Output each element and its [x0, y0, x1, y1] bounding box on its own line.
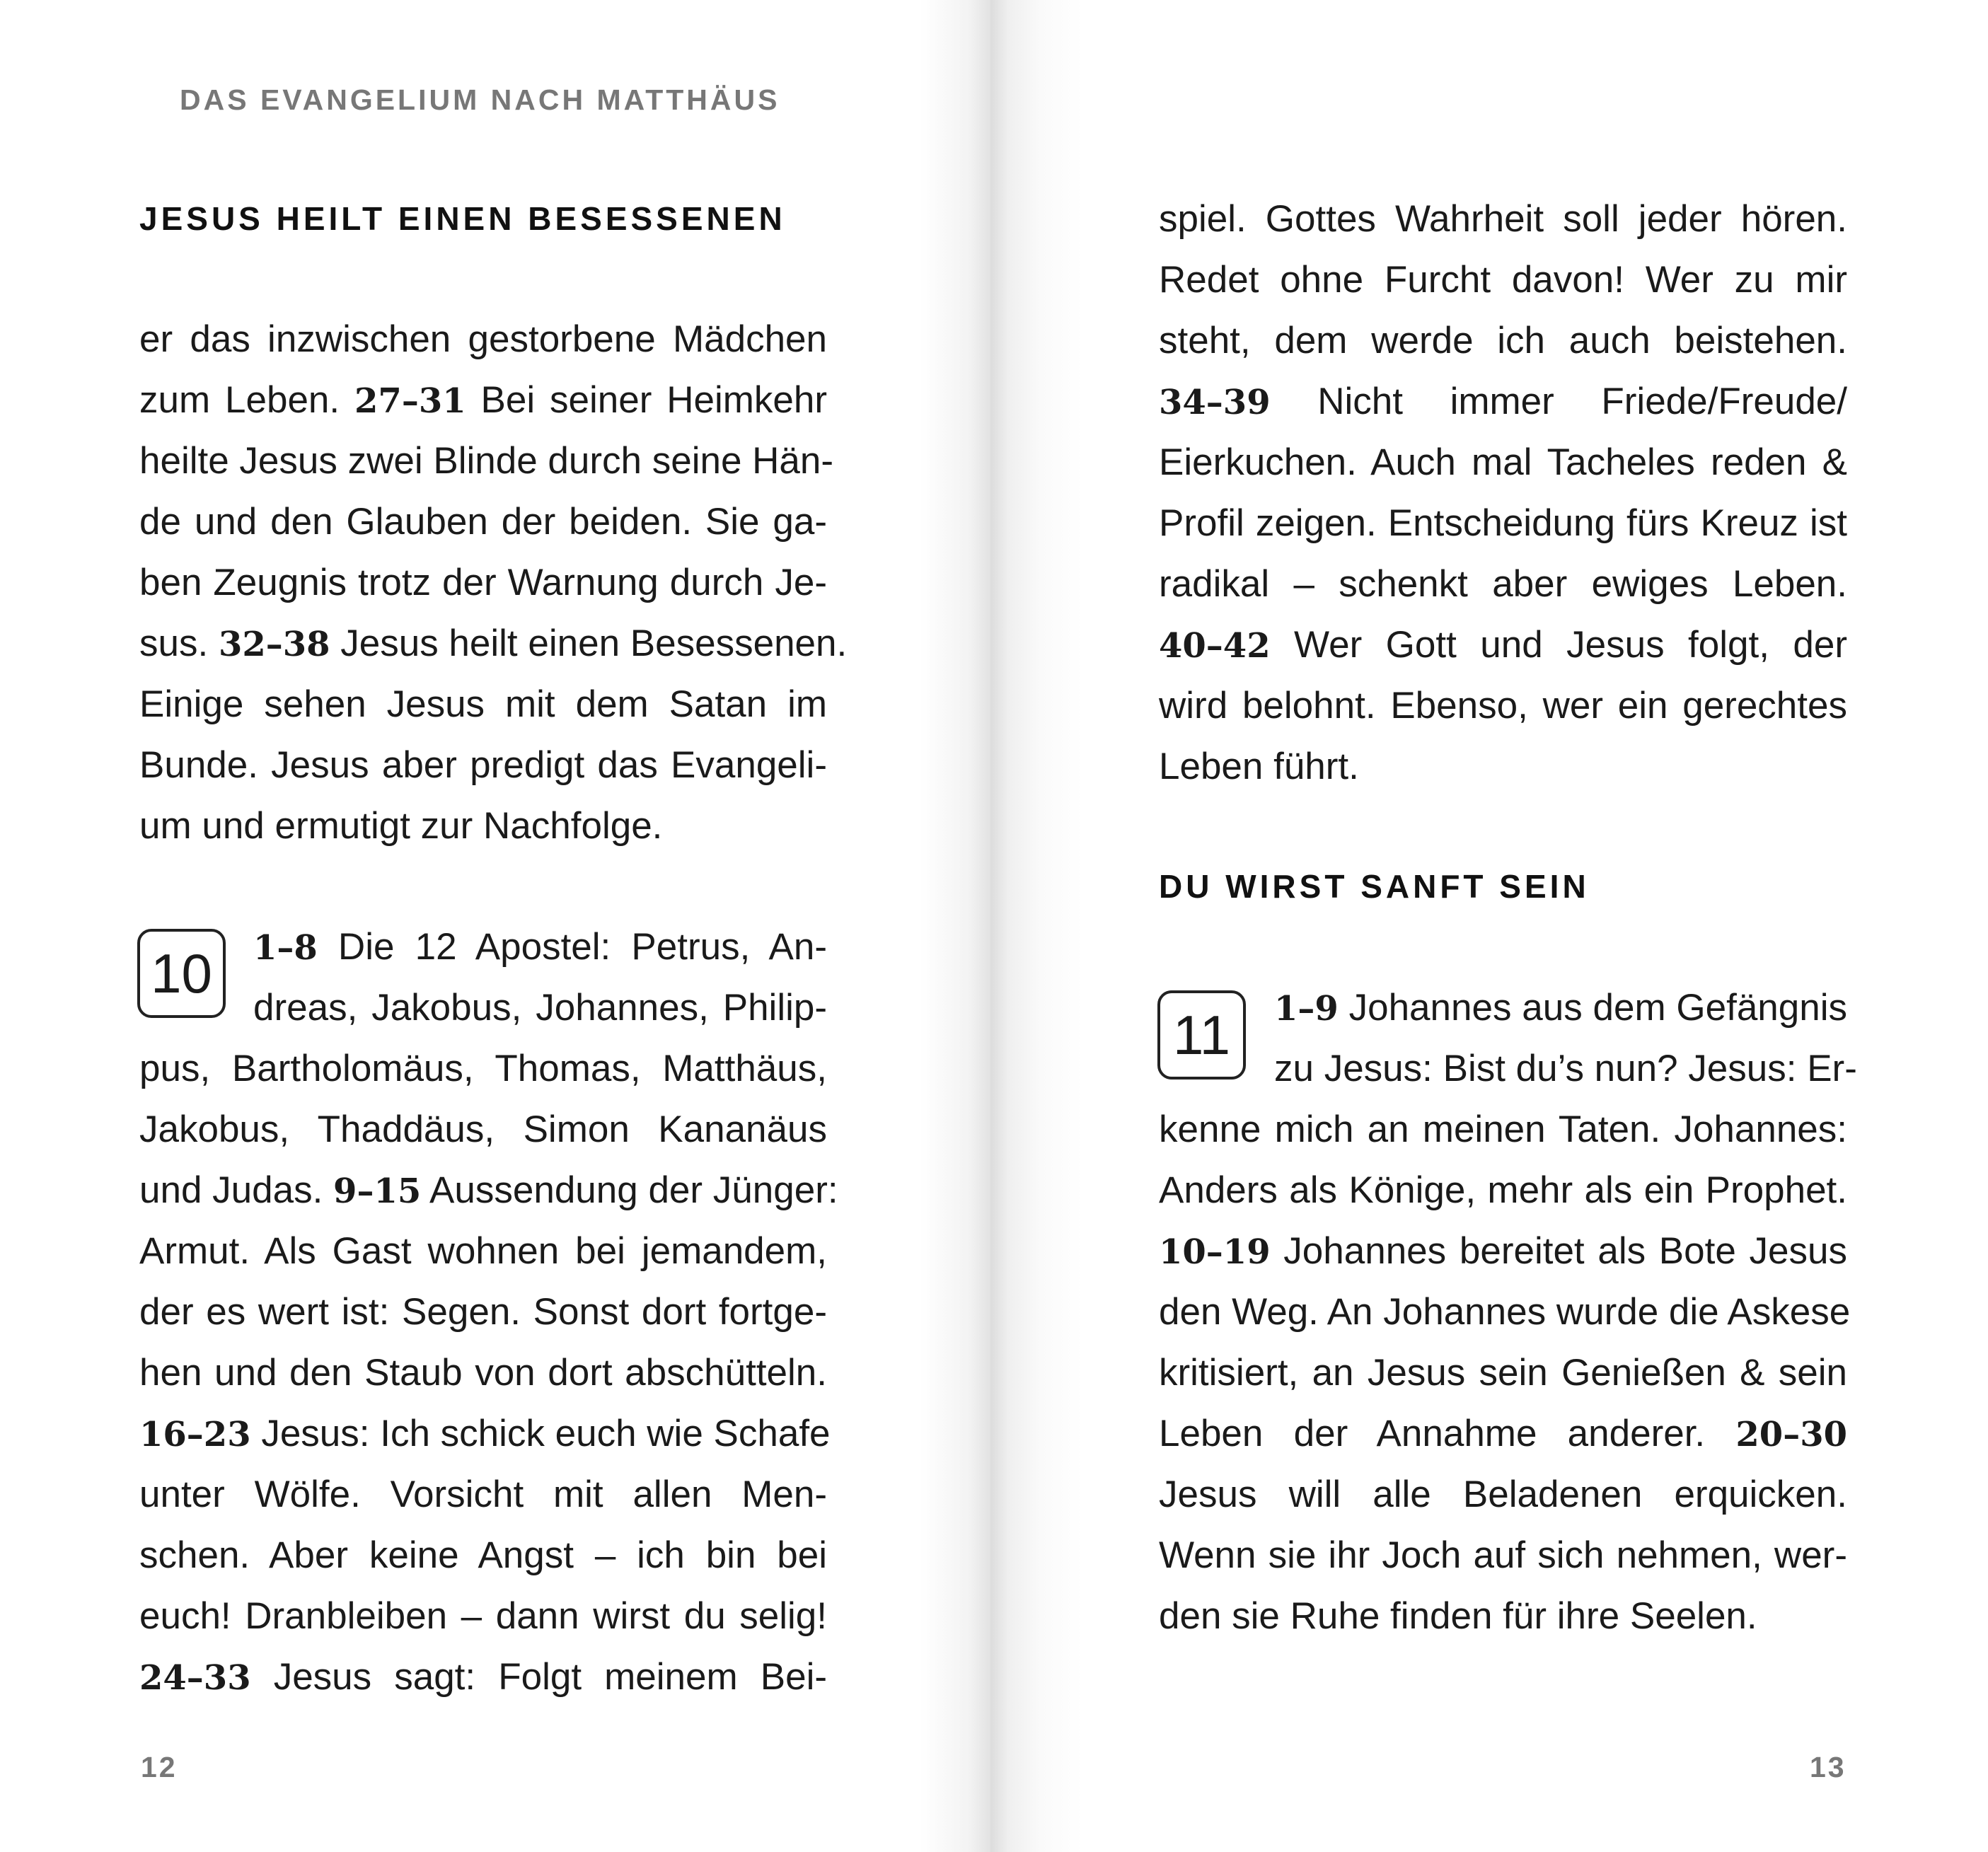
text: zum Leben. — [139, 379, 355, 421]
text: Leben der Annahme anderer. — [1159, 1413, 1736, 1454]
text-line — [1274, 978, 1847, 1038]
text: radikal – schenkt aber ewiges Leben. — [1159, 563, 1847, 605]
paragraph — [139, 309, 848, 857]
text: Aussendung der Jünger: — [421, 1169, 838, 1211]
text: Jesus sagt: Folgt meinem Bei- — [250, 1656, 827, 1698]
running-head: DAS EVANGELIUM NACH MATTHÄUS — [180, 83, 780, 116]
text: Wer Gott und Jesus folgt, der — [1270, 624, 1847, 666]
text: und Judas. — [139, 1169, 334, 1211]
text: Nicht immer Friede/Freude/ — [1270, 381, 1847, 422]
text-line — [139, 1343, 827, 1404]
text: Eierkuchen. Auch mal Tacheles reden & — [1159, 441, 1847, 483]
paragraph-indented — [253, 917, 827, 1038]
text-line — [1159, 493, 1847, 554]
text-line — [139, 1647, 827, 1708]
text: Profil zeigen. Entscheidung fürs Kreuz ist — [1159, 502, 1847, 544]
verse-number: 27–31 — [354, 381, 466, 421]
section-heading: JESUS HEILT EINEN BESESSENEN — [139, 200, 786, 237]
text-line — [1159, 1282, 1851, 1343]
text-line — [1159, 554, 1847, 615]
text-line — [1159, 371, 1847, 432]
text-line — [139, 1221, 827, 1282]
text-line — [139, 1282, 827, 1343]
text-line — [1159, 1586, 1847, 1647]
chapter-number: 11 — [1157, 990, 1246, 1080]
text: den Weg. An Johannes wurde die Askese — [1159, 1291, 1851, 1333]
text: Anders als Könige, mehr als ein Prophet. — [1159, 1169, 1847, 1211]
text: den sie Ruhe finden für ihre Seelen. — [1159, 1595, 1757, 1637]
verse-number: 1–8 — [253, 928, 318, 968]
text-line — [1159, 1160, 1847, 1221]
text: de und den Glauben der beiden. Sie ga- — [139, 501, 827, 543]
verse-number: 24–33 — [139, 1658, 251, 1698]
text: dreas, Jakobus, Johannes, Philip- — [253, 987, 827, 1029]
paragraph — [1159, 1099, 1851, 1647]
text-line — [139, 492, 827, 552]
verse-number: 9–15 — [333, 1171, 422, 1211]
text-line — [253, 917, 827, 978]
verse-number: 32–38 — [218, 625, 330, 664]
text-line — [1159, 1221, 1847, 1282]
text: Wenn sie ihr Joch auf sich nehmen, wer- — [1159, 1534, 1847, 1576]
text: Bunde. Jesus aber predigt das Evangeli- — [139, 744, 827, 786]
text: Jesus: Ich schick euch wie Schafe — [250, 1413, 831, 1454]
text-line — [1159, 1464, 1847, 1525]
text: Jesus heilt einen Besessenen. — [330, 623, 848, 664]
text: heilte Jesus zwei Blinde durch seine Hän- — [139, 440, 834, 482]
text-line — [1159, 311, 1847, 371]
text-line — [139, 1038, 827, 1099]
paragraph-indented — [1274, 978, 1857, 1099]
right-page — [990, 0, 1988, 1852]
text-line — [253, 978, 827, 1038]
text-line — [1159, 250, 1847, 311]
text: Johannes bereitet als Bote Jesus — [1270, 1230, 1847, 1272]
text: schen. Aber keine Angst – ich bin bei — [139, 1534, 827, 1576]
text: pus, Bartholomäus, Thomas, Matthäus, — [139, 1048, 827, 1089]
text: kritisiert, an Jesus sein Genießen & sein — [1159, 1352, 1847, 1394]
page-number: 13 — [1810, 1751, 1847, 1783]
text: spiel. Gottes Wahrheit soll jeder hören. — [1159, 198, 1847, 240]
text-line — [1159, 189, 1847, 250]
text-line — [139, 735, 827, 796]
text: Leben führt. — [1159, 746, 1359, 787]
text: Einige sehen Jesus mit dem Satan im — [139, 683, 827, 725]
text: wird belohnt. Ebenso, wer ein gerechtes — [1159, 685, 1847, 727]
verse-number: 10–19 — [1159, 1232, 1271, 1272]
text-line — [1159, 432, 1847, 493]
text-line — [1159, 1343, 1847, 1404]
text-line — [1159, 1525, 1847, 1586]
verse-number: 16–23 — [139, 1415, 251, 1454]
paragraph — [1159, 189, 1847, 797]
text-line — [139, 552, 827, 613]
text-line — [1159, 1099, 1847, 1160]
verse-number: 40–42 — [1159, 626, 1271, 666]
chapter-number: 10 — [137, 929, 226, 1018]
text-line — [1159, 1404, 1847, 1464]
section-heading: DU WIRST SANFT SEIN — [1159, 868, 1590, 905]
page-number: 12 — [141, 1751, 178, 1783]
verse-number: 20–30 — [1735, 1415, 1847, 1454]
text-line — [139, 674, 827, 735]
text-line — [139, 613, 848, 674]
text-line — [139, 370, 827, 431]
text: Johannes aus dem Gefängnis — [1338, 987, 1847, 1029]
text: Armut. Als Gast wohnen bei jemandem, — [139, 1230, 827, 1272]
text-line — [1159, 736, 1847, 797]
text: Die 12 Apostel: Petrus, An- — [317, 926, 827, 968]
text-line — [139, 1160, 838, 1221]
text: steht, dem werde ich auch beistehen. — [1159, 320, 1847, 361]
left-page — [0, 0, 990, 1852]
text: zu Jesus: Bist du’s nun? Jesus: Er- — [1274, 1048, 1857, 1089]
text-line — [139, 1404, 831, 1464]
text-line — [139, 309, 827, 370]
text: kenne mich an meinen Taten. Johannes: — [1159, 1109, 1847, 1150]
text: euch! Dranbleiben – dann wirst du selig! — [139, 1595, 827, 1637]
text-line — [139, 431, 834, 492]
text: Jesus will alle Beladenen erquicken. — [1159, 1474, 1847, 1515]
text-line — [139, 1099, 827, 1160]
text-line — [1159, 676, 1847, 736]
text-line — [139, 1586, 827, 1647]
text: Bei seiner Heimkehr — [466, 379, 828, 421]
text: er das inzwischen gestorbene Mädchen — [139, 318, 827, 360]
text-line — [139, 1525, 827, 1586]
text: unter Wölfe. Vorsicht mit allen Men- — [139, 1474, 827, 1515]
text-line — [1274, 1038, 1857, 1099]
text: um und ermutigt zur Nachfolge. — [139, 805, 663, 847]
text: sus. — [139, 623, 219, 664]
text: hen und den Staub von dort abschütteln. — [139, 1352, 827, 1394]
verse-number: 34–39 — [1159, 383, 1271, 422]
text: der es wert ist: Segen. Sonst dort fortge- — [139, 1291, 827, 1333]
verse-number: 1–9 — [1274, 989, 1339, 1029]
text-line — [139, 796, 827, 857]
text: Jakobus, Thaddäus, Simon Kananäus — [139, 1109, 827, 1150]
text-line — [139, 1464, 827, 1525]
paragraph — [139, 1038, 838, 1708]
text: Redet ohne Furcht davon! Wer zu mir — [1159, 259, 1847, 301]
text: ben Zeugnis trotz der Warnung durch Je- — [139, 562, 827, 603]
text-line — [1159, 615, 1847, 676]
